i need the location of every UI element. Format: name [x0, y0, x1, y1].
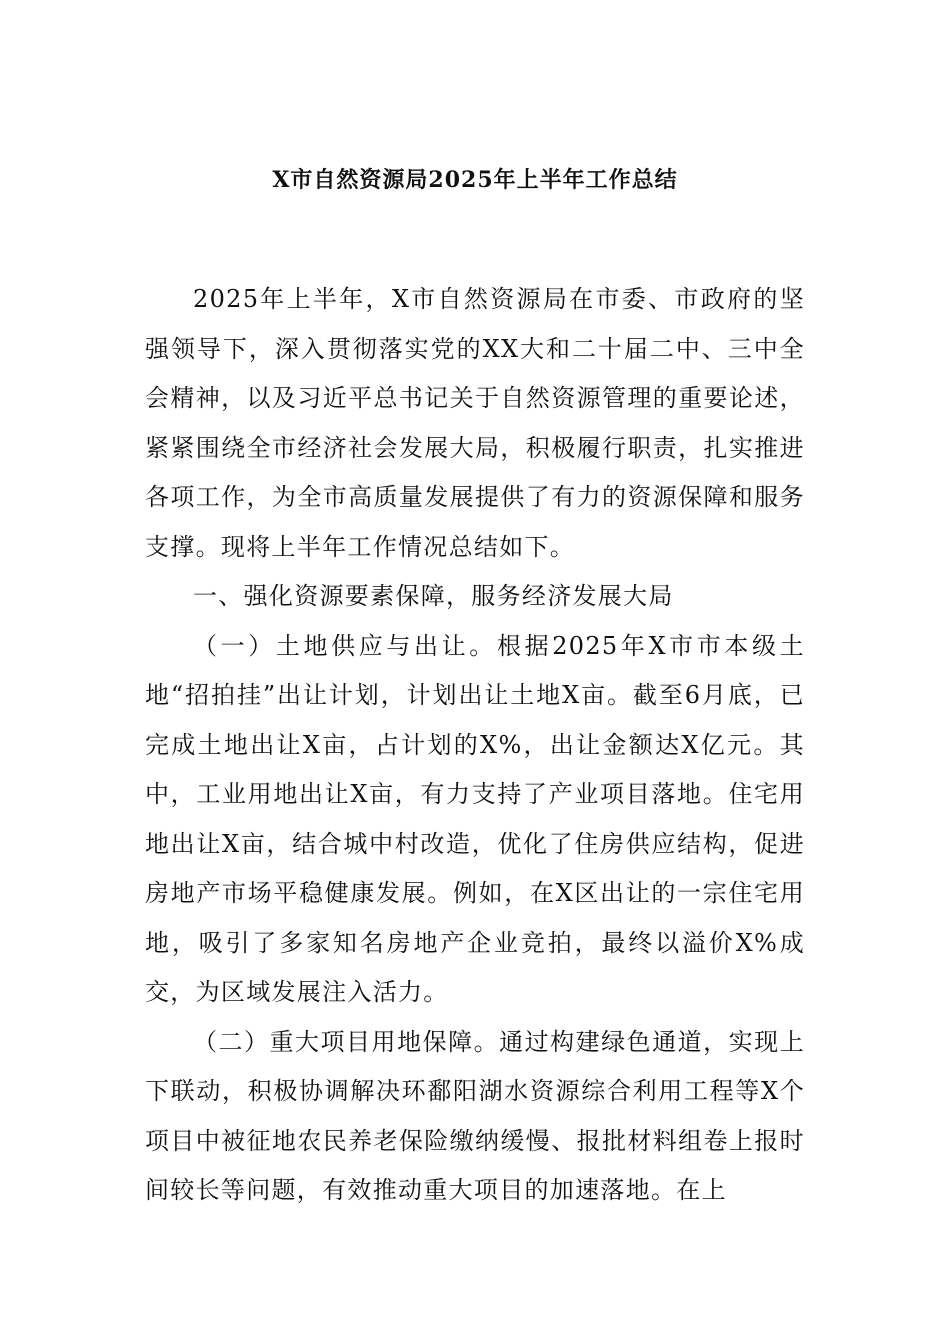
- document-title: X市自然资源局2025年上半年工作总结: [272, 167, 678, 193]
- paragraph-major-projects: （二）重大项目用地保障。通过构建绿色通道，实现上下联动，积极协调解决环鄱阳湖水资源综合利用工程等X个项目中被征地农民养老保险缴纳缓慢、报批材料组卷上报时间较长等问题，有效推动重大项目的加速落地。在上: [145, 1027, 805, 1204]
- paragraph-intro: 2025年上半年，X市自然资源局在市委、市政府的坚强领导下，深入贯彻落实党的XX大和二十届二中、三中全会精神，以及习近平总书记关于自然资源管理的重要论述，紧紧围绕全市经济社会发展大局，积极履行职责，扎实推进各项工作，为全市高质量发展提供了有力的资源保障和服务支撑。现将上半年工作情况总结如下。: [145, 285, 805, 561]
- section-heading-1: 一、强化资源要素保障，服务经济发展大局: [193, 582, 674, 610]
- document-body: [145, 275, 805, 1216]
- paragraph-land-supply: （一）土地供应与出让。根据2025年X市市本级土地“招拍挂”出让计划，计划出让土地X亩。截至6月底，已完成土地出让X亩，占计划的X%，出让金额达X亿元。其中，工业用地出让X亩，有力支持了产业项目落地。住宅用地出让X亩，结合城中村改造，优化了住房供应结构，促进房地产市场平稳健康发展。例如，在X区出让的一宗住宅用地，吸引了多家知名房地产企业竞拍，最终以溢价X%成交，为区域发展注入活力。: [145, 631, 805, 1006]
